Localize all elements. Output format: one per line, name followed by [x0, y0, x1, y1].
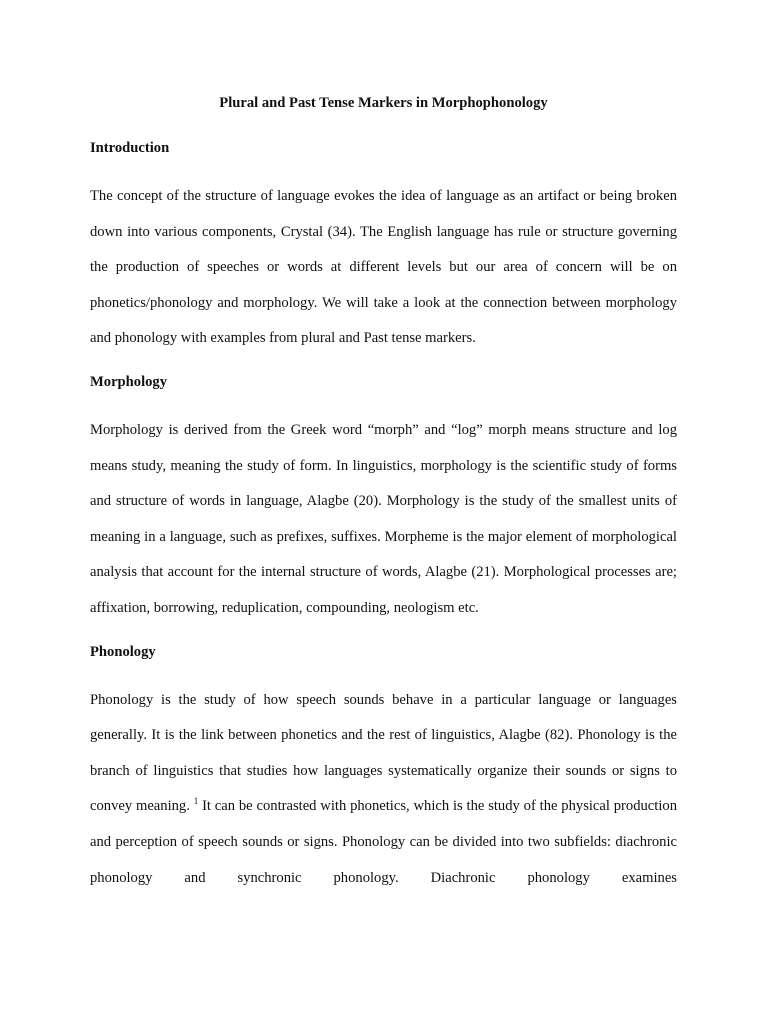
phonology-text-part1: Phonology is the study of how speech sounds behave in a particular language or languages generally. It is the link between phonetics and the rest of linguistics, Alagbe (82). Phonology is the branch of linguistics that studies how languages systematically organize their sounds or signs to convey meaning. — [90, 691, 677, 815]
section-heading-morphology: Morphology — [90, 373, 168, 390]
phonology-paragraph — [90, 683, 677, 897]
footnote-marker: 1 — [193, 796, 199, 807]
section-heading-phonology: Phonology — [90, 643, 156, 660]
document-page — [90, 88, 677, 906]
document-title: Plural and Past Tense Markers in Morphophonology — [219, 95, 548, 111]
introduction-paragraph: The concept of the structure of language evokes the idea of language as an artifact or being broken down into various components, Crystal (34). The English language has rule or structure governing the production of speeches or words at different levels but our area of concern will be on phonetics/phonology and morphology. We will take a look at the connection between morphology and phonology with examples from plural and Past tense markers. — [90, 188, 677, 347]
section-heading-introduction: Introduction — [90, 140, 170, 156]
phonology-text-part2: It can be contrasted with phonetics, which is the study of the physical production and perception of speech sounds or signs. Phonology can be divided into two subfields: diachronic phonology and synchronic phonology. Diachronic phonology examines — [90, 798, 677, 886]
morphology-paragraph: Morphology is derived from the Greek word “morph” and “log” morph means structure and log means study, meaning the study of form. In linguistics, morphology is the scientific study of forms and structure of words in language, Alagbe (20). Morphology is the study of the smallest units of meaning in a language, such as prefixes, suffixes. Morpheme is the major element of morphological analysis that account for the internal structure of words, Alagbe (21). Morphological processes are; affixation, borrowing, reduplication, compounding, neologism etc. — [90, 421, 677, 616]
